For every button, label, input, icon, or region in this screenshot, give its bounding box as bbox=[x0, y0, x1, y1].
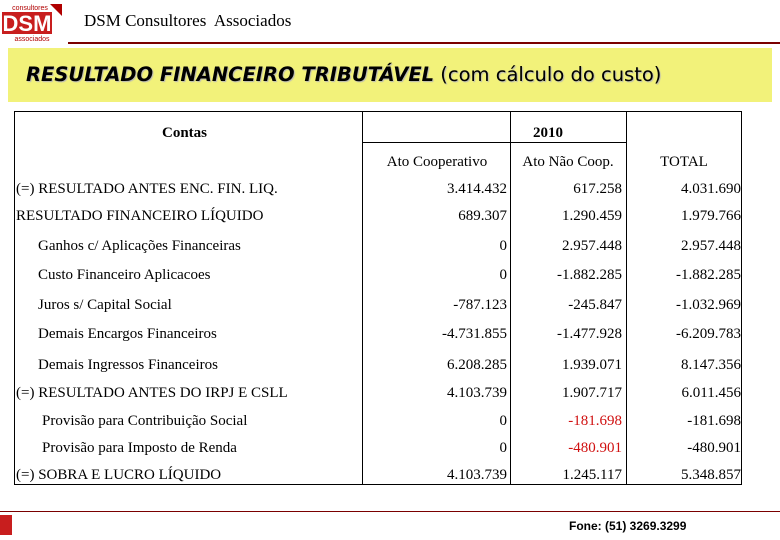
header-divider bbox=[68, 42, 780, 44]
row-label: Provisão para Imposto de Renda bbox=[42, 440, 237, 456]
row-naocoop: -1.477.928 bbox=[557, 326, 622, 342]
row-label: (=) SOBRA E LUCRO LÍQUIDO bbox=[16, 467, 222, 483]
row-label: Ganhos c/ Aplicações Financeiras bbox=[38, 238, 241, 254]
row-naocoop: 1.290.459 bbox=[562, 208, 622, 224]
row-coop: 0 bbox=[499, 440, 507, 456]
row-naocoop: -1.882.285 bbox=[557, 267, 622, 283]
company-name: DSM Consultores Associados bbox=[84, 11, 292, 30]
row-total: -181.698 bbox=[687, 413, 741, 429]
header-ato-cooperativo: Ato Cooperativo bbox=[386, 154, 488, 170]
row-total: 1.979.766 bbox=[681, 208, 741, 224]
row-label: (=) RESULTADO ANTES ENC. FIN. LIQ. bbox=[16, 181, 278, 197]
row-coop: 4.103.739 bbox=[447, 467, 507, 483]
row-label: Demais Ingressos Financeiros bbox=[38, 357, 218, 373]
header-ato-nao-coop: Ato Não Coop. bbox=[522, 154, 614, 170]
row-coop: 0 bbox=[499, 267, 507, 283]
row-coop: -787.123 bbox=[453, 297, 507, 313]
row-total: -480.901 bbox=[687, 440, 741, 456]
logo-main-text: DSM bbox=[2, 11, 52, 36]
row-coop: 6.208.285 bbox=[447, 357, 507, 373]
row-naocoop: 1.939.071 bbox=[562, 357, 622, 373]
row-total: -1.882.285 bbox=[676, 267, 741, 283]
row-naocoop: -181.698 bbox=[568, 413, 622, 429]
row-label: Provisão para Contribuição Social bbox=[42, 413, 248, 429]
page-title-sub: (com cálculo do custo) bbox=[434, 63, 662, 86]
row-total: 4.031.690 bbox=[681, 181, 741, 197]
row-total: 8.147.356 bbox=[681, 357, 741, 373]
row-label: (=) RESULTADO ANTES DO IRPJ E CSLL bbox=[16, 385, 288, 401]
logo-bottom-text: associados bbox=[14, 36, 50, 42]
row-naocoop: 2.957.448 bbox=[562, 238, 622, 254]
header-contas: Contas bbox=[162, 125, 208, 141]
row-label: RESULTADO FINANCEIRO LÍQUIDO bbox=[16, 208, 264, 224]
row-coop: 0 bbox=[499, 238, 507, 254]
row-coop: -4.731.855 bbox=[442, 326, 507, 342]
table-divider-year bbox=[362, 142, 626, 143]
row-naocoop: 1.245.117 bbox=[562, 467, 622, 483]
row-coop: 4.103.739 bbox=[447, 385, 507, 401]
row-label: Custo Financeiro Aplicacoes bbox=[38, 267, 211, 283]
logo-top-text: consultores bbox=[12, 5, 48, 12]
row-total: 6.011.456 bbox=[681, 385, 741, 401]
header-year: 2010 bbox=[533, 125, 563, 141]
page-title-main: RESULTADO FINANCEIRO TRIBUTÁVEL bbox=[26, 63, 435, 86]
row-label: Juros s/ Capital Social bbox=[38, 297, 172, 313]
row-coop: 0 bbox=[499, 413, 507, 429]
row-total: -6.209.783 bbox=[676, 326, 741, 342]
company-logo bbox=[2, 2, 68, 42]
row-coop: 689.307 bbox=[458, 208, 507, 224]
row-naocoop: 1.907.717 bbox=[562, 385, 622, 401]
footer-phone: Fone: (51) 3269.3299 bbox=[569, 519, 687, 533]
row-total: 2.957.448 bbox=[681, 238, 741, 254]
row-naocoop: -480.901 bbox=[568, 440, 622, 456]
row-coop: 3.414.432 bbox=[447, 181, 507, 197]
footer-divider bbox=[0, 511, 780, 512]
page-title bbox=[26, 63, 661, 86]
row-naocoop: -245.847 bbox=[568, 297, 622, 313]
row-total: -1.032.969 bbox=[676, 297, 741, 313]
footer-accent-block bbox=[0, 515, 12, 535]
row-naocoop: 617.258 bbox=[573, 181, 622, 197]
header-total: TOTAL bbox=[660, 154, 708, 170]
row-total: 5.348.857 bbox=[681, 467, 741, 483]
row-label: Demais Encargos Financeiros bbox=[38, 326, 217, 342]
